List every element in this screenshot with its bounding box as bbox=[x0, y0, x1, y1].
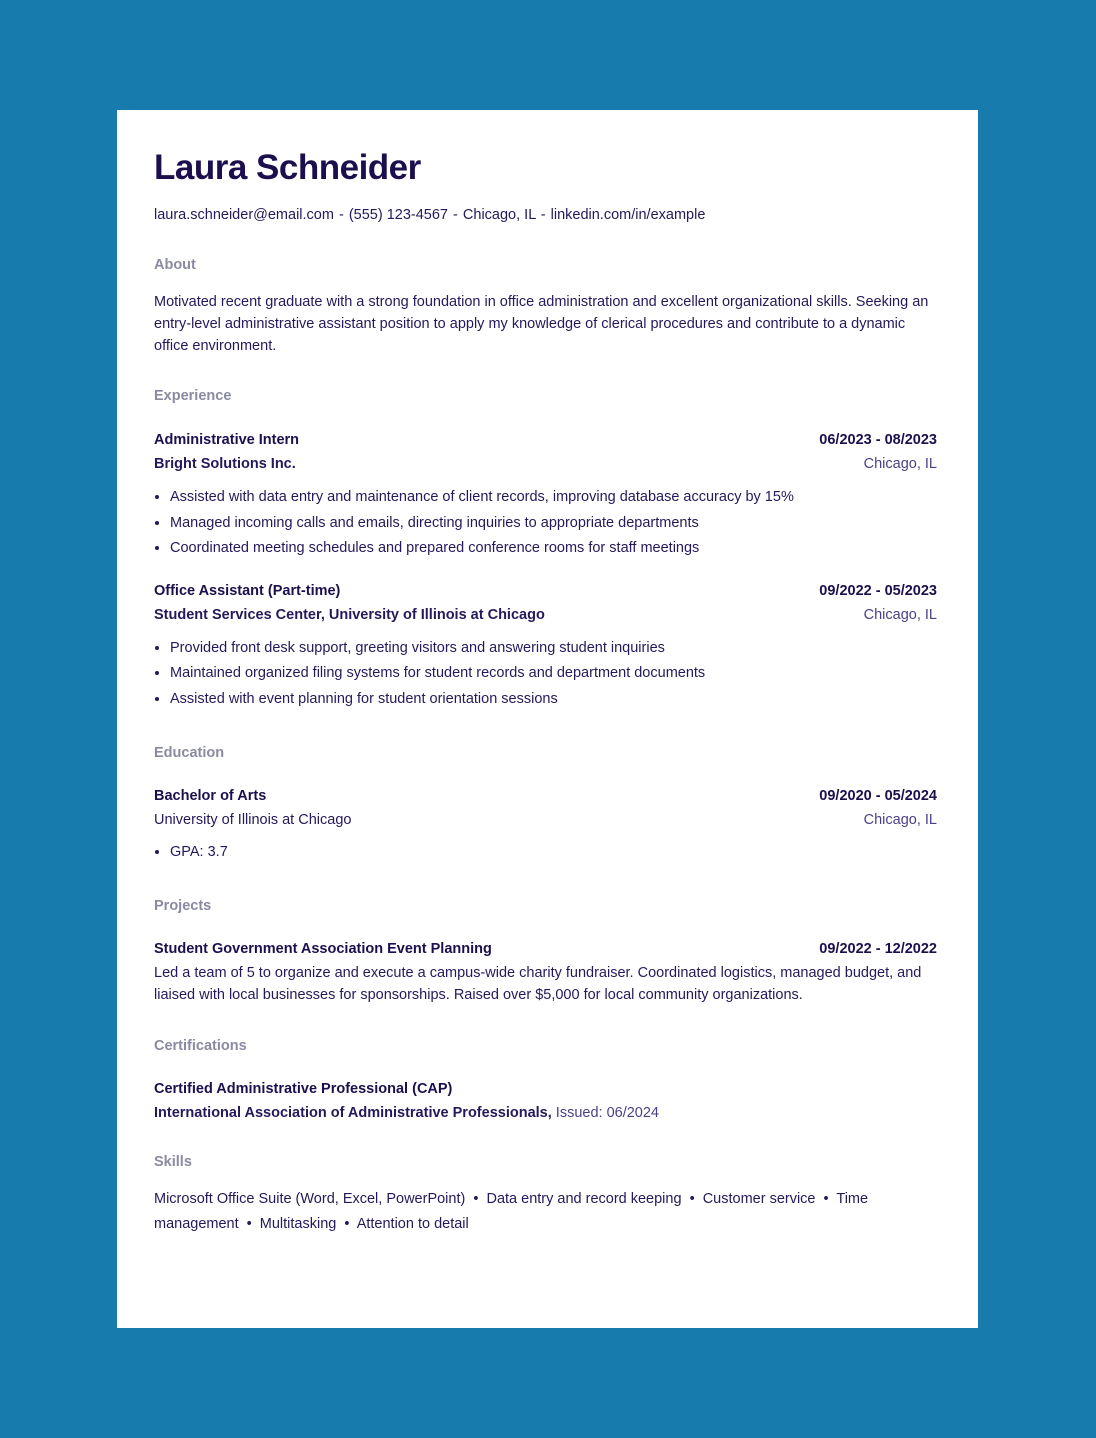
skill-separator: • bbox=[689, 1190, 695, 1207]
certification-details bbox=[154, 1103, 937, 1123]
skill-item: Attention to detail bbox=[356, 1216, 469, 1232]
project-dates: 09/2022 - 12/2022 bbox=[819, 940, 937, 957]
skill-separator: • bbox=[246, 1216, 252, 1232]
job-bullets bbox=[154, 485, 937, 562]
education-location: Chicago, IL bbox=[863, 812, 937, 828]
education-dates: 09/2020 - 05/2024 bbox=[819, 788, 937, 804]
contact-separator: - bbox=[540, 207, 546, 223]
list-item: • Assisted with event planning for student orientation sessions bbox=[170, 687, 937, 713]
project-name: Student Government Association Event Planning bbox=[154, 940, 492, 957]
skill-separator: • bbox=[823, 1190, 829, 1207]
skill-item: Multitasking bbox=[259, 1216, 337, 1232]
project-description: Led a team of 5 to organize and execute a campus-wide charity fundraiser. Coordinated logistics, managed budget, and liaised with local businesses for sponsorships. Raised over $5,000 for local community organizations. bbox=[154, 964, 922, 1003]
contact-separator: - bbox=[453, 207, 458, 223]
experience-entry-header bbox=[154, 581, 937, 601]
certification-issued: Issued: 06/2024 bbox=[555, 1104, 659, 1121]
education-entry-subheader bbox=[154, 810, 937, 830]
list-item: • Maintained organized filing systems for student records and department documents bbox=[170, 661, 937, 687]
job-dates: 09/2022 - 05/2023 bbox=[819, 582, 937, 599]
section-title-certifications: Certifications bbox=[154, 1037, 247, 1054]
experience-entry-subheader bbox=[154, 454, 937, 474]
experience-entry-header bbox=[154, 430, 937, 450]
job-location: Chicago, IL bbox=[863, 456, 937, 472]
contact-location: Chicago, IL bbox=[462, 207, 536, 223]
skill-item: Time management bbox=[154, 1190, 869, 1232]
education-entry bbox=[154, 786, 937, 866]
job-location: Chicago, IL bbox=[863, 606, 937, 623]
about-text: Motivated recent graduate with a strong foundation in office administration and excellent organizational skills. Seeking an entry-level administrative assistant position to apply my knowledge of clerical procedures and contribute to a dynamic office environment. bbox=[154, 294, 929, 354]
education-entry-header bbox=[154, 786, 937, 806]
candidate-name: Laura Schneider bbox=[154, 148, 421, 187]
list-item: • Managed incoming calls and emails, directing inquiries to appropriate departments bbox=[170, 511, 937, 537]
section-title-skills: Skills bbox=[154, 1153, 192, 1170]
experience-entry bbox=[154, 581, 937, 713]
contact-phone: (555) 123-4567 bbox=[348, 207, 449, 223]
skill-separator: • bbox=[473, 1190, 479, 1207]
certification-issuer: International Association of Administrative Professionals, bbox=[154, 1104, 552, 1121]
job-dates: 06/2023 - 08/2023 bbox=[819, 432, 937, 448]
contact-line bbox=[154, 205, 937, 225]
job-title: Administrative Intern bbox=[154, 432, 300, 448]
project-entry-header bbox=[154, 939, 937, 959]
degree-title: Bachelor of Arts bbox=[154, 788, 267, 804]
skill-item: Data entry and record keeping bbox=[486, 1190, 682, 1207]
list-item: • Assisted with data entry and maintenance of client records, improving database accuracy by 15% bbox=[170, 485, 937, 511]
contact-linkedin[interactable]: linkedin.com/in/example bbox=[550, 207, 706, 223]
list-item: • Provided front desk support, greeting visitors and answering student inquiries bbox=[170, 636, 937, 662]
skill-separator: • bbox=[344, 1216, 350, 1232]
list-item: • GPA: 3.7 bbox=[170, 840, 937, 866]
contact-separator: - bbox=[338, 207, 344, 223]
resume-page bbox=[117, 110, 978, 1328]
school-name: University of Illinois at Chicago bbox=[154, 812, 352, 828]
job-bullets bbox=[154, 636, 937, 713]
section-title-education: Education bbox=[154, 745, 225, 761]
company-name: Bright Solutions Inc. bbox=[154, 456, 296, 472]
skills-list bbox=[154, 1187, 937, 1238]
section-title-experience: Experience bbox=[154, 388, 232, 404]
list-item: • Coordinated meeting schedules and prepared conference rooms for staff meetings bbox=[170, 536, 937, 562]
education-bullets bbox=[154, 840, 937, 866]
experience-entry bbox=[154, 430, 937, 562]
skill-item: Microsoft Office Suite (Word, Excel, PowerPoint) bbox=[154, 1190, 466, 1207]
certification-name: Certified Administrative Professional (CAP) bbox=[154, 1080, 453, 1097]
contact-email[interactable]: laura.schneider@email.com bbox=[154, 207, 334, 223]
certification-entry bbox=[154, 1079, 937, 1123]
project-entry bbox=[154, 939, 937, 1006]
section-title-projects: Projects bbox=[154, 897, 212, 914]
section-title-about: About bbox=[154, 257, 196, 273]
company-name: Student Services Center, University of Illinois at Chicago bbox=[154, 606, 545, 623]
experience-entry-subheader bbox=[154, 605, 937, 625]
skill-item: Customer service bbox=[702, 1190, 816, 1207]
job-title: Office Assistant (Part-time) bbox=[154, 582, 341, 599]
